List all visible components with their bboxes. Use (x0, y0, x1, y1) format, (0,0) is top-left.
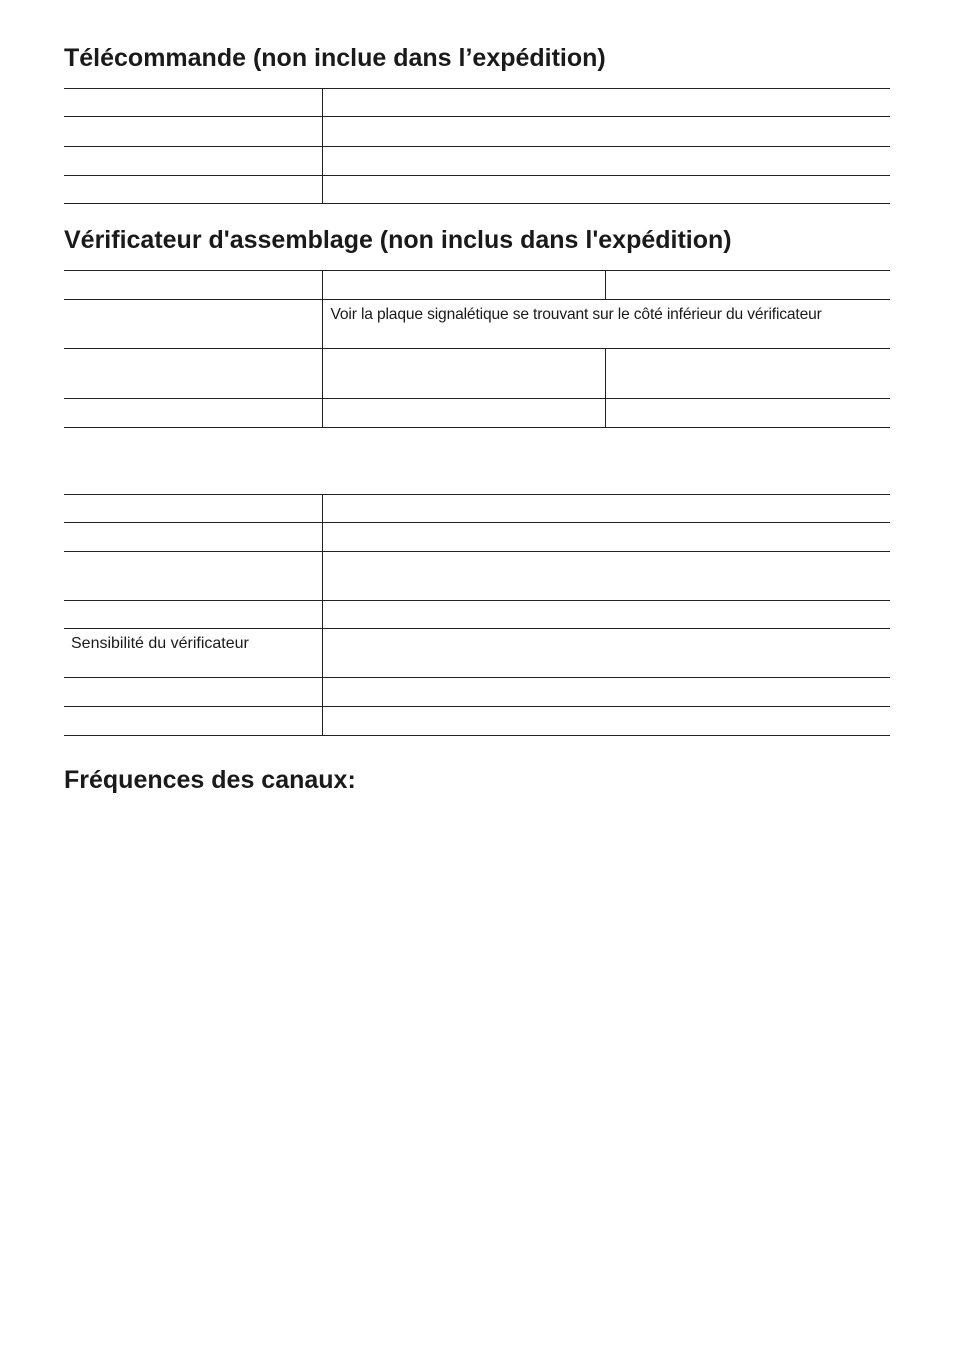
table-cell (64, 147, 322, 176)
table-cell (64, 601, 322, 629)
channels-section-title: Fréquences des canaux: (64, 766, 356, 794)
table-cell (64, 523, 322, 552)
nameplate-note: Voir la plaque signalétique se trouvant sur le côté inférieur du vérificateur (330, 306, 822, 323)
table-cell (322, 495, 890, 523)
table-cell (605, 349, 890, 399)
table-cell (322, 678, 890, 707)
table-cell (64, 495, 322, 523)
table-row (64, 707, 890, 736)
table-row (64, 552, 890, 601)
table-cell (322, 349, 605, 399)
nameplate-note-cell (322, 300, 890, 349)
table-row (64, 147, 890, 176)
table-cell (64, 176, 322, 204)
table-cell (322, 117, 890, 147)
remote-spec-table (64, 88, 890, 204)
table-cell (64, 300, 322, 349)
table-cell (64, 89, 322, 117)
table-row (64, 271, 890, 300)
table-cell (64, 678, 322, 707)
table-cell (64, 271, 322, 300)
table-cell (605, 399, 890, 428)
table-cell (64, 399, 322, 428)
table-cell (322, 147, 890, 176)
table-cell (64, 117, 322, 147)
table-row (64, 629, 890, 678)
table-cell (322, 552, 890, 601)
checker-section-title: Vérificateur d'assemblage (non inclus dans l'expédition) (64, 226, 732, 254)
table-row (64, 89, 890, 117)
table-row (64, 601, 890, 629)
table-cell (322, 176, 890, 204)
table-cell (322, 707, 890, 736)
table-row (64, 176, 890, 204)
table-cell (322, 601, 890, 629)
table-cell (64, 349, 322, 399)
table-row (64, 117, 890, 147)
remote-section-title: Télécommande (non inclue dans l’expédition) (64, 44, 606, 72)
checker-specs-table (64, 494, 890, 736)
sensitivity-label-cell (64, 629, 322, 678)
table-cell (322, 399, 605, 428)
table-row (64, 399, 890, 428)
table-cell (64, 707, 322, 736)
table-row (64, 300, 890, 349)
table-cell (322, 523, 890, 552)
table-row (64, 349, 890, 399)
table-row (64, 678, 890, 707)
table-cell (322, 89, 890, 117)
table-cell (605, 271, 890, 300)
table-cell (64, 552, 322, 601)
checker-spec-table (64, 270, 890, 428)
table-cell (322, 629, 890, 678)
sensitivity-label: Sensibilité du vérificateur (71, 635, 249, 652)
table-row (64, 523, 890, 552)
table-row (64, 495, 890, 523)
table-cell (322, 271, 605, 300)
